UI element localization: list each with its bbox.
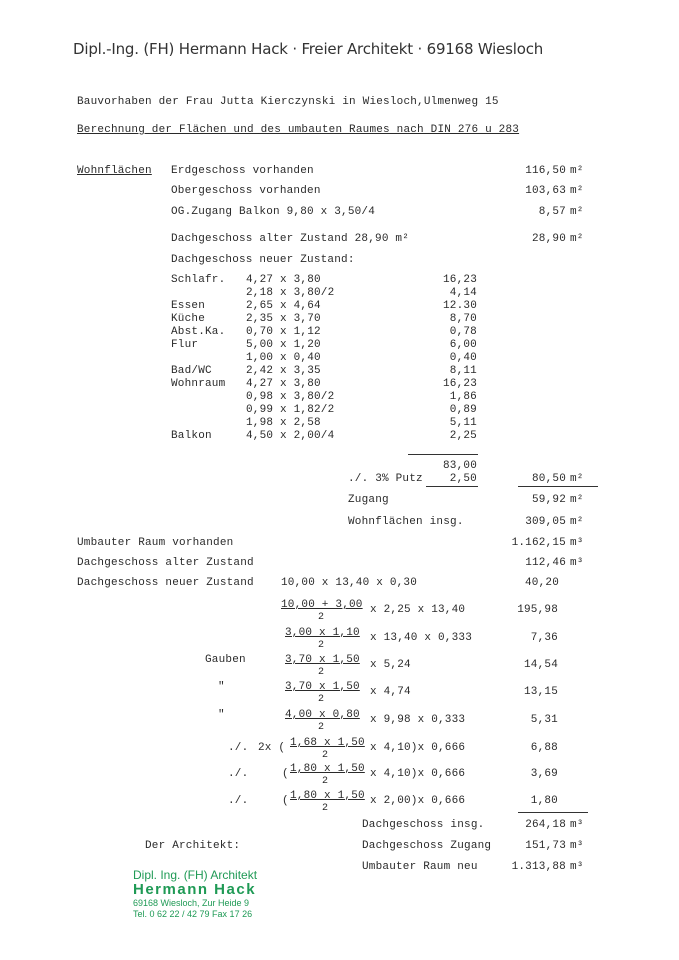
rooms-sum: 83,00 bbox=[442, 460, 477, 472]
room-value: 12.30 bbox=[442, 300, 477, 312]
room-value: 2,25 bbox=[449, 430, 477, 442]
fraction-row bbox=[200, 763, 580, 787]
stamp-address: 69168 Wiesloch, Zur Heide 9 bbox=[133, 898, 250, 908]
total-label: Dachgeschoss insg. bbox=[362, 819, 485, 831]
summary-label: Erdgeschoss vorhanden bbox=[171, 165, 314, 177]
unit-m3: m³ bbox=[570, 861, 584, 873]
ditto-mark: " bbox=[218, 709, 225, 721]
putz-underline bbox=[426, 486, 478, 487]
stamp-name: Hermann Hack bbox=[133, 881, 257, 898]
summary-label: OG.Zugang Balkon 9,80 x 3,50/4 bbox=[171, 206, 376, 218]
unit-m2: m² bbox=[570, 233, 584, 245]
fraction-denominator: 2 bbox=[318, 640, 325, 651]
unit-m3: m³ bbox=[570, 537, 584, 549]
fraction-lparen: ( bbox=[282, 795, 289, 807]
room-calc: 0,70 x 1,12 bbox=[246, 326, 321, 338]
fraction-prefix: ./. bbox=[228, 742, 249, 754]
room-calc: 0,98 x 3,80/2 bbox=[246, 391, 335, 403]
table-row bbox=[171, 274, 477, 287]
summary-label: Obergeschoss vorhanden bbox=[171, 185, 321, 197]
volume-label: Dachgeschoss alter Zustand bbox=[77, 557, 254, 569]
volume-calc: 10,00 x 13,40 x 0,30 bbox=[281, 577, 418, 589]
room-value: 0,89 bbox=[449, 404, 477, 416]
table-row bbox=[171, 417, 477, 430]
fraction-rest: x 5,24 bbox=[370, 659, 411, 671]
rooms-table bbox=[171, 274, 477, 443]
fraction-rest: x 4,10)x 0,666 bbox=[370, 742, 466, 754]
fraction-row bbox=[200, 790, 580, 814]
room-calc: 4,27 x 3,80 bbox=[246, 274, 321, 286]
stamp-title: Dipl. Ing. (FH) Architekt bbox=[133, 868, 258, 882]
summary-value: 8,57 bbox=[538, 206, 566, 218]
fraction-numerator: 3,00 x 1,10 bbox=[285, 627, 360, 639]
unit-m2: m² bbox=[570, 185, 584, 197]
room-calc: 0,99 x 1,82/2 bbox=[246, 404, 335, 416]
room-name: Küche bbox=[171, 313, 206, 325]
room-calc: 2,65 x 4,64 bbox=[246, 300, 321, 312]
unit-m2: m² bbox=[570, 206, 584, 218]
fraction-rest: x 4,10)x 0,666 bbox=[370, 768, 466, 780]
fraction-value: 3,69 bbox=[530, 768, 558, 780]
unit-m2: m² bbox=[570, 165, 584, 177]
total-value: 1.313,88 bbox=[511, 861, 566, 873]
total-label: Dachgeschoss Zugang bbox=[362, 840, 492, 852]
room-value: 16,23 bbox=[442, 274, 477, 286]
fraction-denominator: 2 bbox=[322, 750, 329, 761]
room-name: Essen bbox=[171, 300, 206, 312]
unit-m2: m² bbox=[570, 473, 584, 485]
room-value: 5,11 bbox=[449, 417, 477, 429]
fraction-row bbox=[200, 599, 580, 623]
room-calc: 5,00 x 1,20 bbox=[246, 339, 321, 351]
unit-m2: m² bbox=[570, 494, 584, 506]
architect-label: Der Architekt: bbox=[145, 840, 241, 852]
room-value: 4,14 bbox=[449, 287, 477, 299]
unit-m2: m² bbox=[570, 516, 584, 528]
total-label: Umbauter Raum neu bbox=[362, 861, 478, 873]
room-calc: 4,50 x 2,00/4 bbox=[246, 430, 335, 442]
table-row bbox=[171, 430, 477, 443]
table-row bbox=[171, 404, 477, 417]
total-divider bbox=[518, 486, 598, 487]
unit-m3: m³ bbox=[570, 557, 584, 569]
dg-neu-label: Dachgeschoss neuer Zustand: bbox=[171, 254, 355, 266]
fraction-rest: x 4,74 bbox=[370, 686, 411, 698]
table-row bbox=[171, 339, 477, 352]
table-row bbox=[171, 287, 477, 300]
project-subject: Bauvorhaben der Frau Jutta Kierczynski in Wiesloch,Ulmenweg 15 bbox=[77, 96, 499, 108]
unit-m3: m³ bbox=[570, 819, 584, 831]
fraction-row bbox=[200, 627, 580, 651]
fraction-value: 7,36 bbox=[530, 632, 558, 644]
volume-label: Umbauter Raum vorhanden bbox=[77, 537, 234, 549]
room-value: 6,00 bbox=[449, 339, 477, 351]
rooms-sum-divider bbox=[408, 454, 478, 455]
dg-neu-total: 80,50 bbox=[531, 473, 566, 485]
summary-value: 28,90 bbox=[531, 233, 566, 245]
fraction-numerator: 1,80 x 1,50 bbox=[290, 790, 365, 802]
wohnflaechen-insg-value: 309,05 bbox=[525, 516, 566, 528]
fraction-row bbox=[200, 681, 580, 705]
fraction-numerator: 1,80 x 1,50 bbox=[290, 763, 365, 775]
putz-label: ./. 3% Putz bbox=[348, 473, 423, 485]
fraction-prefix: ./. bbox=[228, 768, 249, 780]
room-name: Flur bbox=[171, 339, 199, 351]
zugang-label: Zugang bbox=[348, 494, 389, 506]
fraction-rest: x 13,40 x 0,333 bbox=[370, 632, 473, 644]
fraction-value: 1,80 bbox=[530, 795, 558, 807]
room-calc: 2,18 x 3,80/2 bbox=[246, 287, 335, 299]
unit-m3: m³ bbox=[570, 840, 584, 852]
fraction-denominator: 2 bbox=[322, 776, 329, 787]
room-value: 0,40 bbox=[449, 352, 477, 364]
volume-divider bbox=[518, 812, 588, 813]
room-calc: 1,98 x 2,58 bbox=[246, 417, 321, 429]
fraction-row bbox=[200, 737, 580, 761]
fraction-numerator: 10,00 + 3,00 bbox=[281, 599, 363, 611]
fraction-numerator: 1,68 x 1,50 bbox=[290, 737, 365, 749]
table-row bbox=[171, 300, 477, 313]
room-calc: 2,35 x 3,70 bbox=[246, 313, 321, 325]
fraction-rest: x 2,25 x 13,40 bbox=[370, 604, 466, 616]
fraction-denominator: 2 bbox=[322, 803, 329, 814]
summary-label: Dachgeschoss alter Zustand 28,90 m² bbox=[171, 233, 410, 245]
fraction-value: 195,98 bbox=[517, 604, 558, 616]
putz-value: 2,50 bbox=[449, 473, 477, 485]
volume-value: 112,46 bbox=[525, 557, 566, 569]
room-calc: 1,00 x 0,40 bbox=[246, 352, 321, 364]
table-row bbox=[171, 391, 477, 404]
fraction-lparen: 2x ( bbox=[258, 742, 286, 754]
room-value: 16,23 bbox=[442, 378, 477, 390]
fraction-rest: x 9,98 x 0,333 bbox=[370, 714, 466, 726]
fraction-value: 14,54 bbox=[523, 659, 558, 671]
room-name: Balkon bbox=[171, 430, 212, 442]
fraction-row bbox=[200, 654, 580, 678]
calculation-heading: Berechnung der Flächen und des umbauten Raumes nach DIN 276 u 283 bbox=[77, 124, 520, 136]
room-value: 0,78 bbox=[449, 326, 477, 338]
room-name: Abst.Ka. bbox=[171, 326, 226, 338]
total-value: 151,73 bbox=[525, 840, 566, 852]
fraction-numerator: 3,70 x 1,50 bbox=[285, 654, 360, 666]
summary-value: 116,50 bbox=[525, 165, 566, 177]
fraction-rest: x 2,00)x 0,666 bbox=[370, 795, 466, 807]
volume-label: Dachgeschoss neuer Zustand bbox=[77, 577, 254, 589]
stamp-phone: Tel. 0 62 22 / 42 79 Fax 17 26 bbox=[133, 909, 253, 919]
fraction-denominator: 2 bbox=[318, 667, 325, 678]
room-calc: 2,42 x 3,35 bbox=[246, 365, 321, 377]
wohnflaechen-insg-label: Wohnflächen insg. bbox=[348, 516, 464, 528]
fraction-denominator: 2 bbox=[318, 722, 325, 733]
fraction-row bbox=[200, 709, 580, 733]
fraction-value: 5,31 bbox=[530, 714, 558, 726]
room-name: Schlafr. bbox=[171, 274, 226, 286]
ditto-mark: " bbox=[218, 681, 225, 693]
wohnflaechen-label: Wohnflächen bbox=[77, 165, 152, 177]
fraction-numerator: 3,70 x 1,50 bbox=[285, 681, 360, 693]
room-calc: 4,27 x 3,80 bbox=[246, 378, 321, 390]
table-row bbox=[171, 365, 477, 378]
summary-value: 103,63 bbox=[525, 185, 566, 197]
fraction-lparen: ( bbox=[282, 768, 289, 780]
fraction-numerator: 4,00 x 0,80 bbox=[285, 709, 360, 721]
architect-stamp bbox=[133, 868, 257, 920]
fraction-denominator: 2 bbox=[318, 612, 325, 623]
room-value: 8,70 bbox=[449, 313, 477, 325]
fraction-prefix: ./. bbox=[228, 795, 249, 807]
total-value: 264,18 bbox=[525, 819, 566, 831]
room-name: Wohnraum bbox=[171, 378, 226, 390]
volume-value: 1.162,15 bbox=[511, 537, 566, 549]
table-row bbox=[171, 313, 477, 326]
volume-value: 40,20 bbox=[524, 577, 559, 589]
fraction-value: 6,88 bbox=[530, 742, 558, 754]
fraction-denominator: 2 bbox=[318, 694, 325, 705]
table-row bbox=[171, 326, 477, 339]
fraction-value: 13,15 bbox=[523, 686, 558, 698]
fraction-prefix: Gauben bbox=[205, 654, 246, 666]
table-row bbox=[171, 378, 477, 391]
room-name: Bad/WC bbox=[171, 365, 212, 377]
room-value: 1,86 bbox=[449, 391, 477, 403]
room-value: 8,11 bbox=[449, 365, 477, 377]
letterhead: Dipl.-Ing. (FH) Hermann Hack · Freier Architekt · 69168 Wiesloch bbox=[73, 40, 544, 58]
table-row bbox=[171, 352, 477, 365]
zugang-value: 59,92 bbox=[531, 494, 566, 506]
